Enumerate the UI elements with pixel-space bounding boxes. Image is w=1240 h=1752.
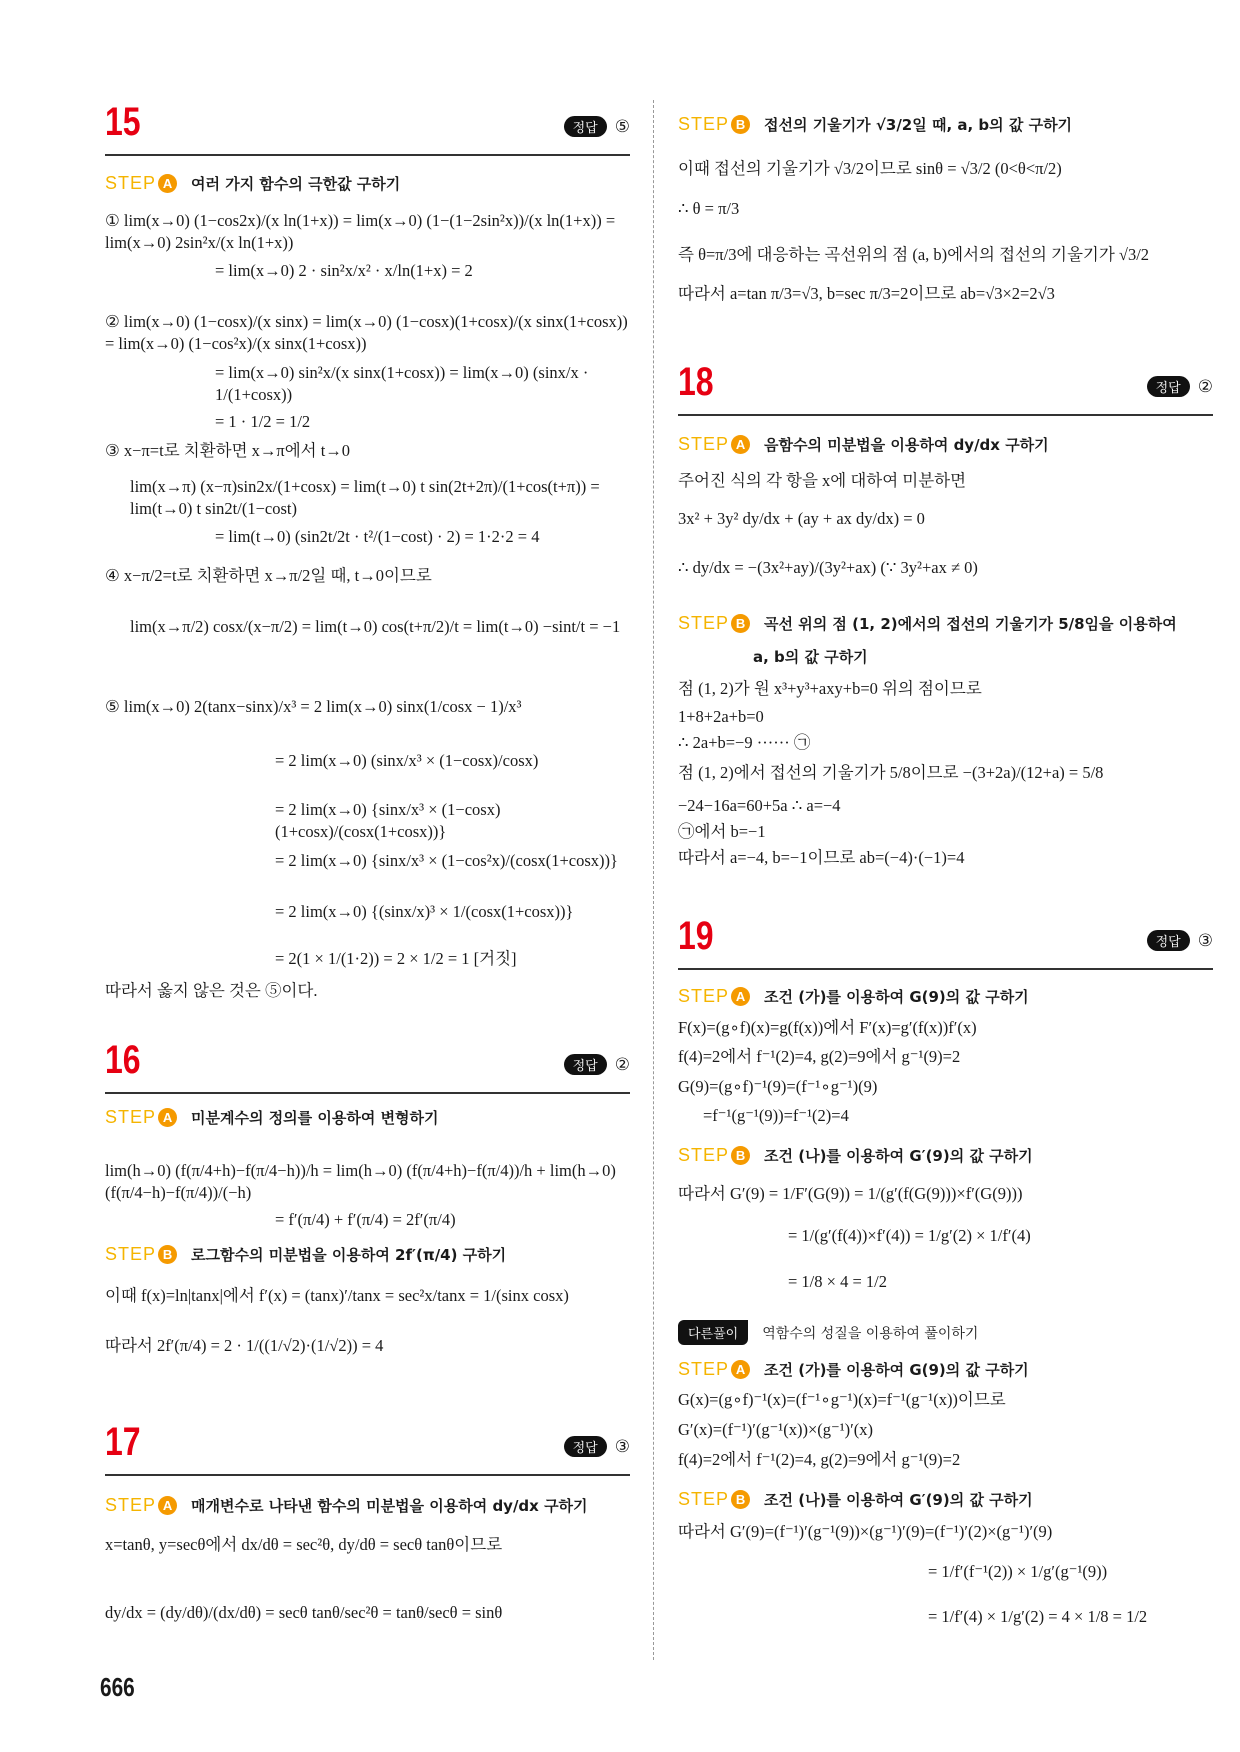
solution-line: ② lim(x→0) (1−cosx)/(x sinx) = lim(x→0) (1−cosx)(1+cosx)/(x sinx(1+cosx)) = lim(x→0) (1−cos²x)/(x sinx(1+cosx)) bbox=[105, 312, 628, 354]
problem-number: 19 bbox=[678, 914, 714, 958]
solution-line: ③ x−π=t로 치환하면 x→π에서 t→0 bbox=[105, 441, 351, 460]
solution-line: ∴ dy/dx = −(3x²+ay)/(3y²+ax) (∵ 3y²+ax ≠ 0) bbox=[678, 558, 978, 577]
step-label: STEP bbox=[678, 986, 730, 1006]
header-rule bbox=[678, 968, 1213, 970]
step-title: a, b의 값 구하기 bbox=[753, 648, 868, 666]
answer-label: 정답 bbox=[564, 116, 607, 137]
alternative-solution-heading bbox=[678, 1320, 1213, 1345]
solution-line: lim(x→π) (x−π)sin2x/(1+cosx) = lim(t→0) t sin(2t+2π)/(1+cos(t+π)) = lim(t→0) t sin2t/(1−cost) bbox=[130, 477, 600, 519]
step-title: 접선의 기울기가 √3/2일 때, a, b의 값 구하기 bbox=[764, 116, 1073, 134]
step-title: 로그함수의 미분법을 이용하여 2f′(π/4) 구하기 bbox=[191, 1246, 507, 1264]
solution-line: 이때 f(x)=ln|tanx|에서 f′(x) = (tanx)′/tanx = sec²x/tanx = 1/(sinx cosx) bbox=[105, 1286, 569, 1305]
solution-line: = 1 · 1/2 = 1/2 bbox=[215, 412, 311, 431]
step-heading bbox=[678, 1489, 1213, 1510]
answer-badge bbox=[564, 1436, 630, 1457]
answer-value: ② bbox=[1197, 376, 1213, 397]
solution-line: = 1/8 × 4 = 1/2 bbox=[788, 1272, 887, 1291]
step-heading bbox=[678, 613, 1213, 634]
solution-line: 따라서 a=tan π/3=√3, b=sec π/3=2이므로 ab=√3×2=2√3 bbox=[678, 284, 1055, 303]
step-label: STEP bbox=[678, 1145, 730, 1165]
step-letter-badge: B bbox=[731, 614, 750, 633]
step-title-continued bbox=[678, 646, 1213, 667]
solution-line: 점 (1, 2)가 원 x³+y³+axy+b=0 위의 점이므로 bbox=[678, 679, 982, 698]
step-title: 미분계수의 정의를 이용하여 변형하기 bbox=[191, 1109, 439, 1127]
solution-line: G(x)=(g∘f)⁻¹(x)=(f⁻¹∘g⁻¹)(x)=f⁻¹(g⁻¹(x))이므로 bbox=[678, 1390, 1006, 1409]
step-label: STEP bbox=[105, 1244, 157, 1264]
solution-line: = 2 lim(x→0) (sinx/x³ × (1−cosx)/cosx) bbox=[275, 751, 539, 770]
step-heading bbox=[678, 434, 1213, 455]
header-rule bbox=[678, 414, 1213, 416]
problem-header bbox=[105, 1420, 630, 1480]
column-divider bbox=[653, 100, 654, 1660]
solution-line: = 2 lim(x→0) {sinx/x³ × (1−cosx)(1+cosx)/(cosx(1+cosx))} bbox=[275, 800, 501, 842]
alternative-solution-title: 역함수의 성질을 이용하여 풀이하기 bbox=[762, 1325, 979, 1342]
solution-line: = 1/(g′(f(4))×f′(4)) = 1/g′(2) × 1/f′(4) bbox=[788, 1226, 1031, 1245]
step-title: 조건 (가)를 이용하여 G(9)의 값 구하기 bbox=[764, 988, 1029, 1006]
solution-line: 따라서 G′(9)=(f⁻¹)′(g⁻¹(9))×(g⁻¹)′(9)=(f⁻¹)′(2)×(g⁻¹)′(9) bbox=[678, 1522, 1053, 1541]
solution-line: G′(x)=(f⁻¹)′(g⁻¹(x))×(g⁻¹)′(x) bbox=[678, 1420, 874, 1439]
problem-number: 16 bbox=[105, 1038, 141, 1082]
header-rule bbox=[105, 154, 630, 156]
solution-line: 따라서 옳지 않은 것은 ⑤이다. bbox=[105, 981, 318, 1000]
left-column bbox=[105, 0, 630, 1752]
solution-line: f(4)=2에서 f⁻¹(2)=4, g(2)=9에서 g⁻¹(9)=2 bbox=[678, 1450, 961, 1469]
solution-line: 이때 접선의 기울기가 √3/2이므로 sinθ = √3/2 (0<θ<π/2) bbox=[678, 159, 1062, 178]
answer-label: 정답 bbox=[564, 1436, 607, 1457]
solution-line: = 2(1 × 1/(1·2)) = 2 × 1/2 = 1 [거짓] bbox=[275, 949, 517, 968]
answer-label: 정답 bbox=[564, 1054, 607, 1075]
solution-line: =f⁻¹(g⁻¹(9))=f⁻¹(2)=4 bbox=[703, 1106, 849, 1125]
step-heading bbox=[105, 173, 630, 194]
solution-line: = 2 lim(x→0) {(sinx/x)³ × 1/(cosx(1+cosx))} bbox=[275, 902, 574, 921]
page-number: 666 bbox=[100, 1672, 135, 1702]
step-title: 조건 (나)를 이용하여 G′(9)의 값 구하기 bbox=[764, 1491, 1033, 1509]
answer-value: ② bbox=[614, 1054, 630, 1075]
solution-line: ④ x−π/2=t로 치환하면 x→π/2일 때, t→0이므로 bbox=[105, 566, 432, 585]
answer-value: ③ bbox=[614, 1436, 630, 1457]
solution-line: = 1/f′(4) × 1/g′(2) = 4 × 1/8 = 1/2 bbox=[928, 1607, 1148, 1626]
solution-line: ∴ θ = π/3 bbox=[678, 199, 740, 218]
header-rule bbox=[105, 1092, 630, 1094]
step-letter-badge: B bbox=[158, 1245, 177, 1264]
solution-line: 점 (1, 2)에서 접선의 기울기가 5/8이므로 −(3+2a)/(12+a) = 5/8 bbox=[678, 763, 1104, 782]
answer-label: 정답 bbox=[1147, 376, 1190, 397]
step-title: 음함수의 미분법을 이용하여 dy/dx 구하기 bbox=[764, 436, 1049, 454]
solution-line: = lim(x→0) sin²x/(x sinx(1+cosx)) = lim(x→0) (sinx/x · 1/(1+cosx)) bbox=[215, 363, 589, 405]
step-letter-badge: A bbox=[731, 435, 750, 454]
solution-line: 주어진 식의 각 항을 x에 대하여 미분하면 bbox=[678, 471, 967, 490]
step-label: STEP bbox=[678, 434, 730, 454]
problem-header bbox=[678, 914, 1213, 974]
solution-line: ① lim(x→0) (1−cos2x)/(x ln(1+x)) = lim(x→0) (1−(1−2sin²x))/(x ln(1+x)) = lim(x→0) 2sin²x/(x ln(1+x)) bbox=[105, 211, 616, 253]
step-title: 매개변수로 나타낸 함수의 미분법을 이용하여 dy/dx 구하기 bbox=[191, 1497, 588, 1515]
step-label: STEP bbox=[678, 1489, 730, 1509]
step-label: STEP bbox=[678, 114, 730, 134]
step-letter-badge: B bbox=[731, 1490, 750, 1509]
step-title: 조건 (나)를 이용하여 G′(9)의 값 구하기 bbox=[764, 1147, 1033, 1165]
step-letter-badge: A bbox=[158, 174, 177, 193]
answer-badge bbox=[1147, 930, 1213, 951]
step-heading bbox=[105, 1107, 630, 1128]
solution-line: lim(x→π/2) cosx/(x−π/2) = lim(t→0) cos(t+π/2)/t = lim(t→0) −sint/t = −1 bbox=[130, 617, 621, 636]
step-title: 조건 (가)를 이용하여 G(9)의 값 구하기 bbox=[764, 1361, 1029, 1379]
solution-line: 따라서 a=−4, b=−1이므로 ab=(−4)·(−1)=4 bbox=[678, 848, 965, 867]
problem-number: 17 bbox=[105, 1420, 141, 1464]
step-heading bbox=[678, 1359, 1213, 1380]
step-title: 곡선 위의 점 (1, 2)에서의 접선의 기울기가 5/8임을 이용하여 bbox=[764, 615, 1177, 633]
step-heading bbox=[105, 1495, 630, 1516]
solution-line: G(9)=(g∘f)⁻¹(9)=(f⁻¹∘g⁻¹)(9) bbox=[678, 1077, 878, 1096]
solution-line: f(4)=2에서 f⁻¹(2)=4, g(2)=9에서 g⁻¹(9)=2 bbox=[678, 1047, 961, 1066]
header-rule bbox=[105, 1474, 630, 1476]
answer-value: ③ bbox=[1197, 930, 1213, 951]
solution-line: 즉 θ=π/3에 대응하는 곡선위의 점 (a, b)에서의 접선의 기울기가 √3/2 bbox=[678, 245, 1150, 264]
solution-line: −24−16a=60+5a ∴ a=−4 bbox=[678, 796, 841, 815]
step-title: 여러 가지 함수의 극한값 구하기 bbox=[191, 175, 401, 193]
step-letter-badge: B bbox=[731, 115, 750, 134]
solution-line: 따라서 G′(9) = 1/F′(G(9)) = 1/(g′(f(G(9)))×f′(G(9))) bbox=[678, 1184, 1023, 1203]
answer-badge bbox=[564, 116, 630, 137]
solution-line: ㉠에서 b=−1 bbox=[678, 822, 766, 841]
right-column bbox=[678, 0, 1213, 1752]
solution-line: F(x)=(g∘f)(x)=g(f(x))에서 F′(x)=g′(f(x))f′(x) bbox=[678, 1018, 977, 1037]
step-heading bbox=[678, 114, 1213, 135]
step-letter-badge: A bbox=[731, 1360, 750, 1379]
step-letter-badge: A bbox=[158, 1108, 177, 1127]
solution-line: dy/dx = (dy/dθ)/(dx/dθ) = secθ tanθ/sec²θ = tanθ/secθ = sinθ bbox=[105, 1603, 503, 1622]
solution-line: 3x² + 3y² dy/dx + (ay + ax dy/dx) = 0 bbox=[678, 509, 925, 528]
step-label: STEP bbox=[105, 173, 157, 193]
problem-header bbox=[105, 100, 630, 160]
answer-value: ⑤ bbox=[614, 116, 630, 137]
solution-line: 따라서 2f′(π/4) = 2 · 1/((1/√2)·(1/√2)) = 4 bbox=[105, 1336, 384, 1355]
answer-badge bbox=[564, 1054, 630, 1075]
alternative-solution-tag: 다른풀이 bbox=[678, 1320, 748, 1345]
problem-number: 15 bbox=[105, 100, 141, 144]
step-letter-badge: A bbox=[731, 987, 750, 1006]
step-label: STEP bbox=[105, 1107, 157, 1127]
solution-line: ∴ 2a+b=−9 ······ ㉠ bbox=[678, 733, 811, 752]
step-label: STEP bbox=[105, 1495, 157, 1515]
solution-line: ⑤ lim(x→0) 2(tanx−sinx)/x³ = 2 lim(x→0) sinx(1/cosx − 1)/x³ bbox=[105, 697, 522, 716]
problem-header bbox=[678, 360, 1213, 420]
problem-header bbox=[105, 1038, 630, 1098]
step-heading bbox=[678, 1145, 1213, 1166]
answer-badge bbox=[1147, 376, 1213, 397]
solution-line: = lim(x→0) 2 · sin²x/x² · x/ln(1+x) = 2 bbox=[215, 261, 473, 280]
problem-number: 18 bbox=[678, 360, 714, 404]
solution-line: lim(h→0) (f(π/4+h)−f(π/4−h))/h = lim(h→0) (f(π/4+h)−f(π/4))/h + lim(h→0) (f(π/4−h)−f(π/4))/(−h) bbox=[105, 1161, 616, 1203]
step-letter-badge: A bbox=[158, 1496, 177, 1515]
step-heading bbox=[678, 986, 1213, 1007]
step-letter-badge: B bbox=[731, 1146, 750, 1165]
solution-line: = 2 lim(x→0) {sinx/x³ × (1−cos²x)/(cosx(1+cosx))} bbox=[275, 851, 618, 870]
step-heading bbox=[105, 1244, 630, 1265]
step-label: STEP bbox=[678, 1359, 730, 1379]
solution-line: = f′(π/4) + f′(π/4) = 2f′(π/4) bbox=[275, 1210, 456, 1229]
solution-line: 1+8+2a+b=0 bbox=[678, 707, 764, 726]
solution-line: x=tanθ, y=secθ에서 dx/dθ = sec²θ, dy/dθ = secθ tanθ이므로 bbox=[105, 1535, 503, 1554]
answer-label: 정답 bbox=[1147, 930, 1190, 951]
solution-line: = 1/f′(f⁻¹(2)) × 1/g′(g⁻¹(9)) bbox=[928, 1562, 1108, 1581]
step-label: STEP bbox=[678, 613, 730, 633]
solution-line: = lim(t→0) (sin2t/2t · t²/(1−cost) · 2) = 1·2·2 = 4 bbox=[215, 527, 540, 546]
